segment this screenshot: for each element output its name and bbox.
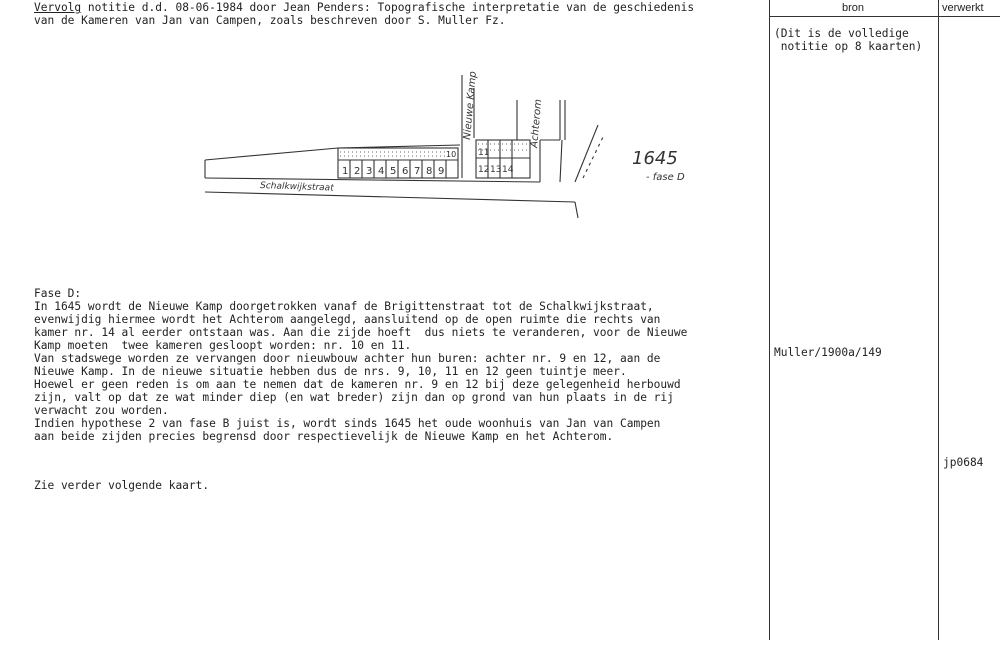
closing-line: Zie verder volgende kaart. (34, 479, 210, 492)
plot-10: 10 (446, 150, 457, 159)
plot-14: 14 (502, 165, 514, 175)
document-subheading: van de Kameren van Jan van Campen, zoals beschreven door S. Muller Fz. (34, 14, 506, 27)
heading-prefix: Vervolg (34, 1, 82, 14)
column-divider-verwerkt (938, 0, 939, 640)
plot-11: 11 (478, 148, 490, 158)
side-note-line1: (Dit is de volledige (774, 27, 909, 40)
body-line: verwacht zou worden. (34, 404, 169, 417)
street-nieuwe-kamp: Nieuwe Kamp (462, 70, 479, 141)
plot-9: 9 (438, 166, 445, 177)
sketch-year: 1645 (632, 148, 678, 169)
body-line: Van stadswege worden ze vervangen door nieuwbouw achter hun buren: achter nr. 9 en 12, aan de (34, 352, 661, 365)
plot-6: 6 (402, 166, 409, 177)
body-line: aan beide zijden precies begrensd door respectievelijk de Nieuwe Kamp en het Achterom. (34, 430, 614, 443)
body-line: evenwijdig hiermee wordt het Achterom aangelegd, aansluitend op de open ruimte die rechts van (34, 313, 661, 326)
body-line: Hoewel er geen reden is om aan te nemen dat de kameren nr. 9 en 12 bij deze gelegenheid herbouwd (34, 378, 681, 391)
body-line: Fase D: (34, 287, 82, 300)
plot-8: 8 (426, 166, 433, 177)
column-header-verwerkt: verwerkt (942, 2, 984, 14)
column-divider-bron (769, 0, 770, 640)
header-rule (769, 16, 1000, 17)
sketch-fase: - fase D (646, 172, 685, 183)
body-line: zijn, valt op dat ze wat minder diep (en wat breder) zijn dan op grond van hun plaats in de rij (34, 391, 674, 404)
side-note-line2: notitie op 8 kaarten) (774, 40, 923, 53)
body-line: Kamp moeten twee kameren gesloopt worden: nr. 10 en 11. (34, 339, 412, 352)
plot-13: 13 (490, 165, 502, 175)
source-reference: Muller/1900a/149 (774, 346, 882, 359)
plot-7: 7 (414, 166, 421, 177)
plot-3: 3 (366, 166, 373, 177)
street-schalkwijkstraat: Schalkwijkstraat (259, 181, 334, 194)
body-line: In 1645 wordt de Nieuwe Kamp doorgetrokken vanaf de Brigittenstraat tot de Schalkwijkstraat, (34, 300, 654, 313)
plot-1: 1 (342, 166, 349, 177)
map-sketch (190, 60, 720, 230)
street-achterom: Achterom (529, 98, 545, 149)
document-heading (34, 1, 694, 14)
plot-5: 5 (390, 166, 397, 177)
body-text (34, 287, 687, 443)
body-line: Nieuwe Kamp. In de nieuwe situatie hebben dus de nrs. 9, 10, 11 en 12 geen tuintje meer. (34, 365, 627, 378)
plot-2: 2 (354, 166, 361, 177)
plot-12: 12 (478, 165, 490, 175)
heading-rest: notitie d.d. 08-06-1984 door Jean Penders: Topografische interpretatie van de geschiedenis (81, 1, 695, 14)
processed-code: jp0684 (943, 456, 984, 469)
body-line: kamer nr. 14 al eerder ontstaan was. Aan die zijde hoeft dus niets te veranderen, voor de Nieuwe (34, 326, 688, 339)
body-line: Indien hypothese 2 van fase B juist is, wordt sinds 1645 het oude woonhuis van Jan van Campen (34, 417, 661, 430)
column-header-bron: bron (842, 2, 865, 14)
plot-4: 4 (378, 166, 385, 177)
